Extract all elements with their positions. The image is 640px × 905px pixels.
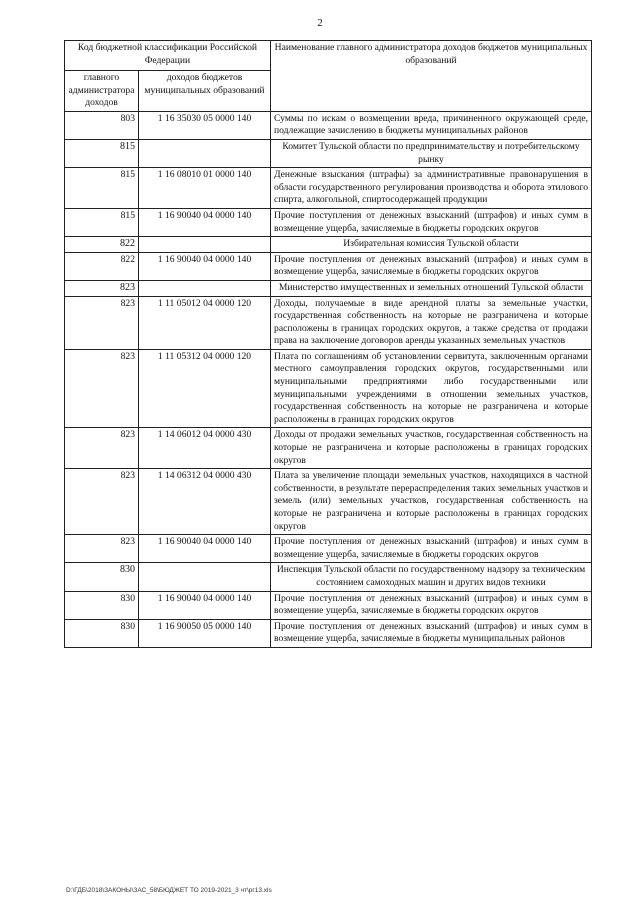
org-header-row xyxy=(65,563,592,591)
description-cell: Прочие поступления от денежных взысканий (штрафов) и иных сумм в возмещение ущерба, зачисляемые в бюджеты городских округов xyxy=(271,252,592,280)
footer-file-path: D:\ГДБ\2018\ЗАКОНЫ\ЗАС_58\БЮДЖЕТ ТО 2019-2021_3 чт\рг13.xls xyxy=(66,887,272,894)
empty-code-cell xyxy=(139,280,271,296)
income-code-cell: 1 16 35030 05 0000 140 xyxy=(139,111,271,139)
description-cell: Плата по соглашениям об установлении сервитута, заключенным органами местного самоуправления городских округов, государственными или муниципальными предприятиями либо государственными или муниципальными учреждениями в отношении земельных участков, государственная собственность на которые не разграничена и которые расположены в границах городских округов xyxy=(271,349,592,428)
admin-code-cell: 803 xyxy=(65,111,139,139)
table-row xyxy=(65,111,592,139)
income-code-cell: 1 14 06312 04 0000 430 xyxy=(139,469,271,535)
income-code-cell: 1 11 05012 04 0000 120 xyxy=(139,296,271,349)
table-row xyxy=(65,208,592,236)
description-cell: Прочие поступления от денежных взысканий (штрафов) и иных сумм в возмещение ущерба, зачисляемые в бюджеты городских округов xyxy=(271,535,592,563)
org-name-cell: Инспекция Тульской области по государственному надзору за техническим состоянием самоходных машин и других видов техники xyxy=(271,563,592,591)
income-code-cell: 1 14 06012 04 0000 430 xyxy=(139,428,271,469)
income-code-cell: 1 16 90040 04 0000 140 xyxy=(139,535,271,563)
income-code-cell: 1 16 90040 04 0000 140 xyxy=(139,208,271,236)
table-row xyxy=(65,168,592,209)
org-name-cell: Комитет Тульской области по предпринимательству и потребительскому рынку xyxy=(271,139,592,167)
empty-code-cell xyxy=(139,563,271,591)
table-body xyxy=(65,111,592,647)
admin-code-cell: 822 xyxy=(65,237,139,253)
description-cell: Денежные взыскания (штрафы) за административные правонарушения в области государственного регулирования производства и оборота этилового спирта, алкогольной, спиртосодержащей продукции xyxy=(271,168,592,209)
description-cell: Прочие поступления от денежных взысканий (штрафов) и иных сумм в возмещение ущерба, зачисляемые в бюджеты городских округов xyxy=(271,208,592,236)
org-header-row xyxy=(65,237,592,253)
admin-code-cell: 822 xyxy=(65,252,139,280)
admin-code-cell: 823 xyxy=(65,428,139,469)
admin-code-cell: 823 xyxy=(65,349,139,428)
description-cell: Суммы по искам о возмещении вреда, причиненного окружающей среде, подлежащие зачислению в бюджеты муниципальных районов xyxy=(271,111,592,139)
admin-code-cell: 830 xyxy=(65,563,139,591)
income-code-cell: 1 11 05312 04 0000 120 xyxy=(139,349,271,428)
org-name-cell: Министерство имущественных и земельных отношений Тульской области xyxy=(271,280,592,296)
empty-code-cell xyxy=(139,139,271,167)
table-row xyxy=(65,428,592,469)
org-header-row xyxy=(65,280,592,296)
admin-code-cell: 815 xyxy=(65,208,139,236)
empty-code-cell xyxy=(139,237,271,253)
table-row xyxy=(65,349,592,428)
income-code-cell: 1 16 90040 04 0000 140 xyxy=(139,591,271,619)
table-row xyxy=(65,535,592,563)
name-header: Наименование главного администратора доходов бюджетов муниципальных образований xyxy=(271,41,592,112)
table-row xyxy=(65,469,592,535)
admin-subheader: главного администратора доходов xyxy=(65,71,139,112)
org-name-cell: Избирательная комиссия Тульской области xyxy=(271,237,592,253)
table-row xyxy=(65,591,592,619)
admin-code-cell: 830 xyxy=(65,619,139,647)
admin-code-cell: 823 xyxy=(65,535,139,563)
admin-code-cell: 823 xyxy=(65,469,139,535)
budget-classification-table xyxy=(64,40,592,648)
table-row xyxy=(65,252,592,280)
admin-code-cell: 815 xyxy=(65,139,139,167)
description-cell: Доходы, получаемые в виде арендной платы за земельные участки, государственная собственность на которые не разграничена и которые расположены в границах городских округов, а также средства от продажи права на заключение договоров аренды указанных земельных участков xyxy=(271,296,592,349)
admin-code-cell: 815 xyxy=(65,168,139,209)
table-row xyxy=(65,296,592,349)
description-cell: Прочие поступления от денежных взысканий (штрафов) и иных сумм в возмещение ущерба, зачисляемые в бюджеты муниципальных районов xyxy=(271,619,592,647)
admin-code-cell: 823 xyxy=(65,296,139,349)
income-code-cell: 1 16 90040 04 0000 140 xyxy=(139,252,271,280)
income-code-cell: 1 16 90050 05 0000 140 xyxy=(139,619,271,647)
table-header-row xyxy=(65,41,592,71)
table-row xyxy=(65,619,592,647)
admin-code-cell: 830 xyxy=(65,591,139,619)
description-cell: Прочие поступления от денежных взысканий (штрафов) и иных сумм в возмещение ущерба, зачисляемые в бюджеты городских округов xyxy=(271,591,592,619)
description-cell: Плата за увеличение площади земельных участков, находящихся в частной собственности, в результате перераспределения таких земельных участков и земель (или) земельных участков, государственная собственность на которые не разграничена и которые расположены в границах городских округов xyxy=(271,469,592,535)
org-header-row xyxy=(65,139,592,167)
income-code-cell: 1 16 08010 01 0000 140 xyxy=(139,168,271,209)
income-subheader: доходов бюджетов муниципальных образований xyxy=(139,71,271,112)
admin-code-cell: 823 xyxy=(65,280,139,296)
description-cell: Доходы от продажи земельных участков, государственная собственность на которые не разграничена и которые расположены в границах городских округов xyxy=(271,428,592,469)
kbk-header: Код бюджетной классификации Российской Федерации xyxy=(65,41,271,71)
page-number: 2 xyxy=(317,17,323,29)
